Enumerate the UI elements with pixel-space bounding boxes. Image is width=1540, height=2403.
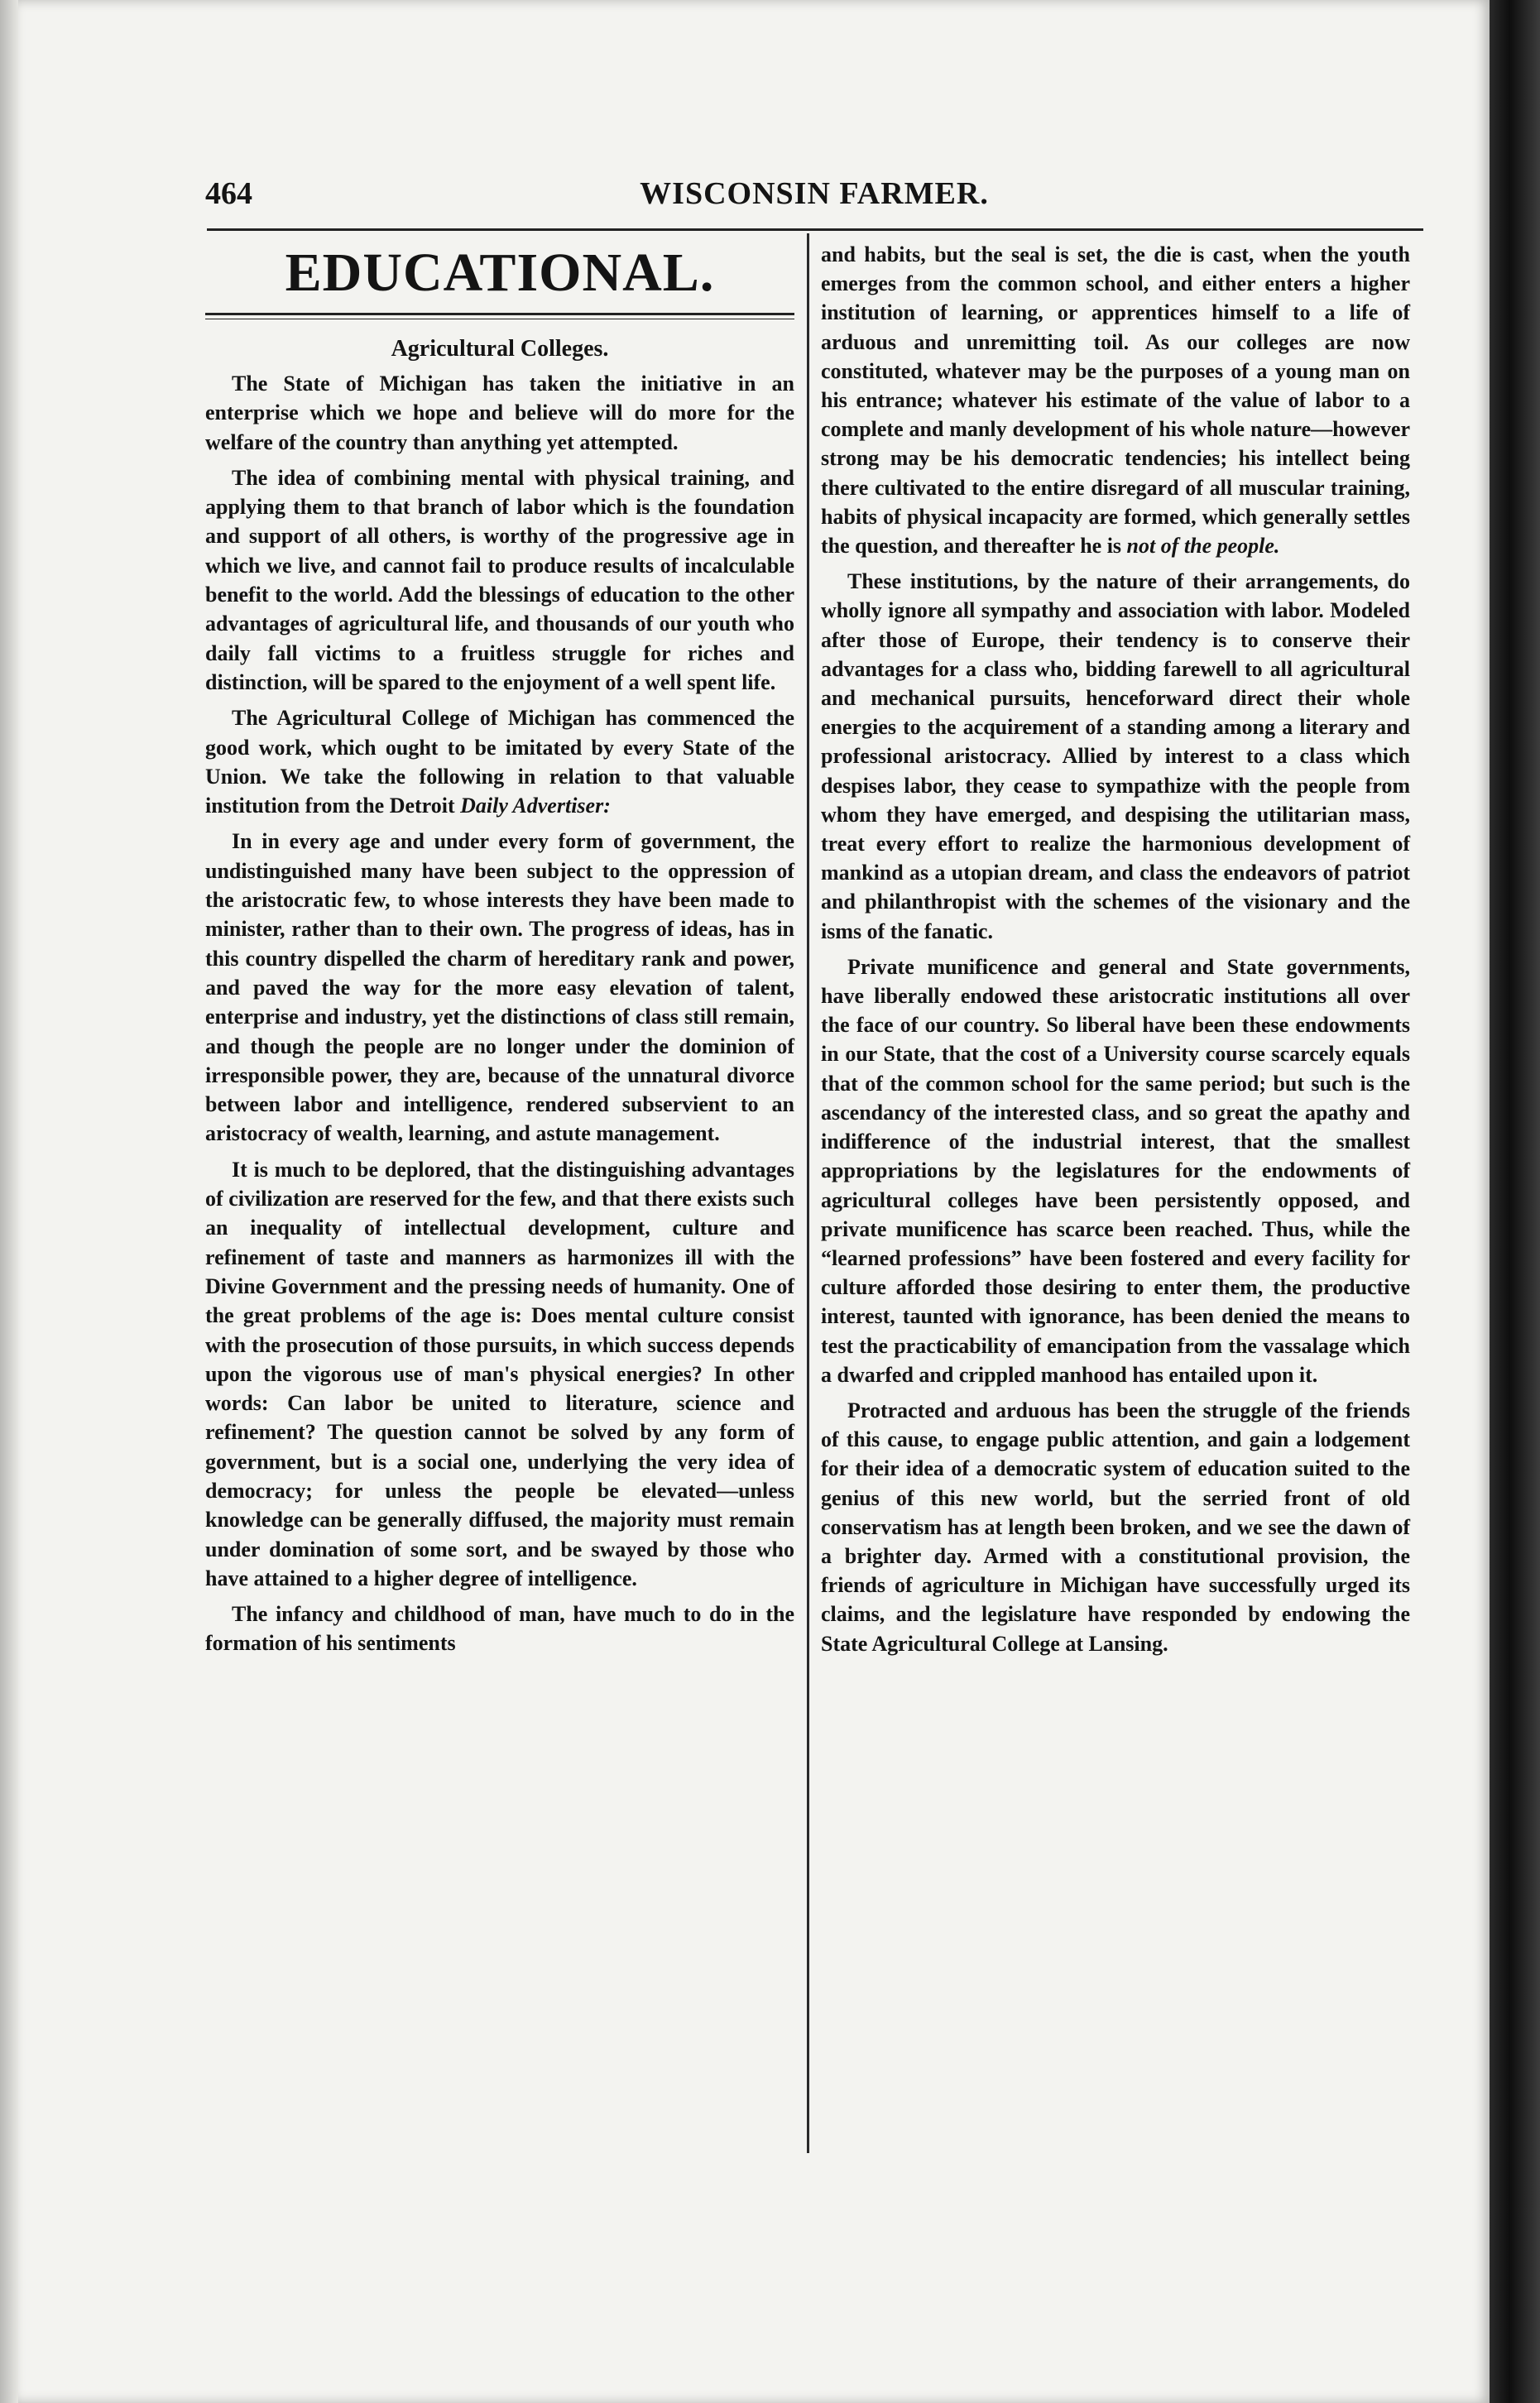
running-title: WISCONSIN FARMER. bbox=[640, 176, 989, 211]
newspaper-name: Daily Advertiser: bbox=[460, 794, 611, 818]
left-column bbox=[205, 240, 794, 1665]
paragraph-quote-2: It is much to be deplored, that the distinguishing advantages of civilization are reserved for the few, and that there exists such an inequality of intellectual development, culture and refinement of taste and manners as harmonizes ill with the Divine Government and the pressing needs of humanity. One of the great problems of the age is: Does mental culture consist with the prosecution of those pursuits, in which success depends upon the vigorous use of man's physical energies? In other words: Can labor be united to literature, science and refinement? The question cannot be solved by any form of government, but is a social one, underlying the very idea of democracy; for unless the people be elevated—unless knowledge can be generally diffused, the majority must remain under domination of some sort, and be swayed by those who have attained to a higher degree of intelligence. bbox=[205, 1157, 794, 1590]
paragraph-intro: The State of Michigan has taken the initiative in an enterprise which we hope and believe will do more for the welfare of the country than anything yet attempted. bbox=[205, 372, 794, 454]
paragraph-protracted: Protracted and arduous has been the struggle of the friends of this cause, to engage public attention, and gain a lodgement for their idea of a democratic system of education suited to the genius of this new world, but the serried front of old conservatism has at length been broken, and we see the dawn of a brighter day. Armed with a constitutional provision, the friends of agriculture in Michigan have successfully urged its claims, and the legislature have responded by endowing the State Agricultural College at Lansing. bbox=[821, 1398, 1410, 1656]
paragraph-college-text: The Agricultural College of Michigan has commenced the good work, which ought to be imitated by every State of the Union. We take the following in relation to that valuable institution from the Detroit bbox=[205, 706, 794, 818]
paragraph-munificence: Private munificence and general and State governments, have liberally endowed these aristocratic institutions all over the face of our country. So liberal have been these endowments in our State, that the cost of a University course scarcely equals that of the common school for the same period; but such is the ascendancy of the interested class, and so great the apathy and indifference of the industrial interest, that the smallest appropriations by the legislatures for the endowments of agricultural colleges have been persistently opposed, and private munificence has scarce been reached. Thus, while the “learned professions” have been fostered and every facility for culture afforded those desiring to enter them, the productive interest, taunted with ignorance, has been denied the means to test the practicability of emancipation from the vassalage which a dwarfed and crippled manhood has entailed upon it. bbox=[821, 954, 1410, 1387]
paragraph-idea: The idea of combining mental with physical training, and applying them to that branch of labor which is the foundation and support of all others, is worthy of the progressive age in which we live, and cannot fail to produce results of incalculable benefit to the world. Add the blessings of education to the other advantages of agricultural life, and thousands of our youth who daily fall victims to a fruitless struggle for riches and distinction, will be spared to the enjoyment of a well spent life. bbox=[205, 465, 794, 694]
paragraph-quote-1: In in every age and under every form of government, the undistinguished many have been subject to the oppression of the aristocratic few, to whose interests they have been made to minister, rather than to their own. The progress of ideas, has in this country dispelled the charm of hereditary rank and power, and paved the way for the more easy elevation of talent, enterprise and industry, yet the distinctions of class still remain, and though the people are no longer under the dominion of irresponsible power, they are, because of the unnatural divorce between labor and intelligence, rendered subservient to an aristocracy of wealth, learning, and astute management. bbox=[205, 829, 794, 1146]
paragraph-college bbox=[205, 703, 794, 820]
running-header bbox=[205, 175, 1423, 217]
column-divider bbox=[807, 233, 809, 2153]
right-column bbox=[821, 240, 1410, 1665]
header-rule bbox=[207, 228, 1423, 231]
article-heading: Agricultural Colleges. bbox=[391, 336, 609, 362]
paragraph-institutions: These institutions, by the nature of their arrangements, do wholly ignore all sympathy and association with labor. Modeled after those of Europe, their tendency is to conserve their advantages for a class who, bidding farewell to all agricultural and mechanical pursuits, henceforward direct their whole energies to the acquirement of a standing among a literary and professional aristocracy. Allied by interest to a class which despises labor, they cease to sympathize with the people from whom they have emerged, and despising the utilitarian mass, treat every effort to realize the harmonious development of mankind as a utopian dream, and class the endeavors of patriot and philanthropist with the schemes of the visionary and the isms of the fanatic. bbox=[821, 569, 1410, 943]
paragraph-quote-3: The infancy and childhood of man, have much to do in the formation of his sentiments bbox=[205, 1602, 794, 1656]
emphasis-phrase: not of the people. bbox=[1126, 534, 1280, 559]
paragraph-continued bbox=[821, 240, 1410, 560]
page-edge-shadow bbox=[1490, 0, 1540, 2403]
section-title-rule bbox=[205, 313, 794, 319]
section-title: EDUCATIONAL. bbox=[285, 242, 715, 303]
page-number: 464 bbox=[205, 176, 252, 211]
page-binding-shadow bbox=[0, 0, 18, 2403]
paragraph-continued-text: and habits, but the seal is set, the die is cast, when the youth emerges from the common school, and either enters a higher institution of learning, or apprentices himself to a life of arduous and unremitting toil. As our colleges are now constituted, whatever may be the purposes of a young man on his entrance; whatever his estimate of the value of labor to a complete and manly development of his whole nature—however strong may be his democratic tendencies; his intellect being there cultivated to the entire disregard of all muscular training, habits of physical incapacity are formed, which generally settles the question, and thereafter he is bbox=[821, 242, 1410, 559]
